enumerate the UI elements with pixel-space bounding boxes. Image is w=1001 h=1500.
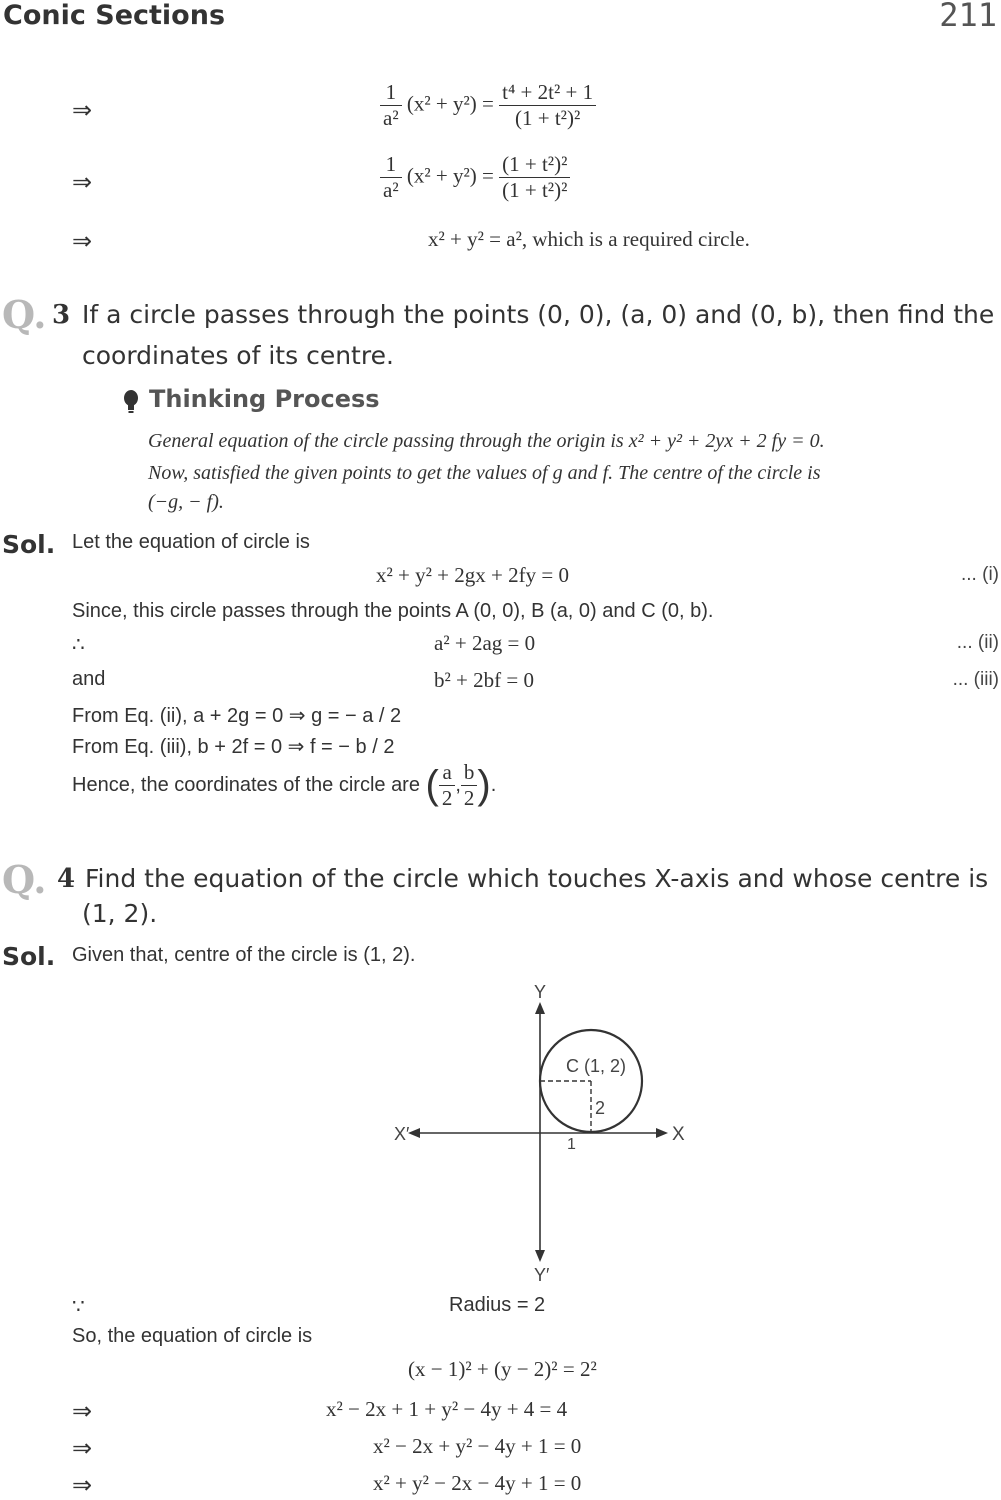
solution-equation: x² + y² − 2x − 4y + 1 = 0 — [373, 1471, 582, 1495]
equation-3: x² + y² = a², which is a required circle. — [428, 227, 750, 251]
circle-figure — [380, 978, 700, 1288]
solution-equation: b² + 2bf = 0 — [434, 668, 534, 692]
y-prime-label: Y′ — [534, 1265, 550, 1285]
solution-text: Hence, the coordinates of the circle are — [72, 773, 420, 796]
x-arrow-right — [656, 1128, 668, 1138]
radius-label: 2 — [595, 1098, 606, 1118]
y-arrow-up — [535, 1002, 545, 1014]
centre-b-den: 2 — [461, 785, 478, 811]
solution-equation: a² + 2ag = 0 — [434, 631, 536, 655]
solution-equation: x² + y² + 2gx + 2fy = 0 — [376, 563, 569, 587]
implies-arrow: ⇒ — [72, 97, 93, 124]
question-label: Q. — [2, 857, 47, 902]
equation-number: ... (i) — [961, 564, 999, 585]
question-text-line1: If a circle passes through the points (0, 0), (a, 0) and (0, b), then find the — [82, 300, 995, 329]
solution-text: Let the equation of circle is — [72, 531, 310, 553]
solution-text-centre — [72, 760, 496, 811]
equation-2 — [380, 152, 570, 203]
because-symbol: ∵ — [72, 1296, 85, 1318]
solution-label: Sol. — [2, 942, 56, 971]
solution-text: From Eq. (ii), a + 2g = 0 ⇒ g = − a / 2 — [72, 705, 402, 727]
eq2-lhs-num: 1 — [385, 152, 397, 176]
solution-text: and — [72, 668, 106, 690]
therefore-symbol: ∴ — [72, 634, 85, 656]
x-arrow-left — [408, 1128, 420, 1138]
equation-number: ... (ii) — [956, 632, 999, 653]
question-text-line2: (1, 2). — [82, 899, 158, 928]
solution-label: Sol. — [2, 530, 56, 559]
solution-text: From Eq. (iii), b + 2f = 0 ⇒ f = − b / 2 — [72, 736, 395, 758]
implies-arrow: ⇒ — [72, 1472, 93, 1499]
period: . — [490, 773, 497, 796]
eq2-lhs-den: a² — [380, 177, 402, 203]
eq2-lhs-rest: (x² + y²) = — [406, 163, 494, 188]
implies-arrow: ⇒ — [72, 1398, 93, 1425]
implies-arrow: ⇒ — [72, 228, 93, 255]
left-paren: ( — [425, 763, 439, 807]
implies-arrow: ⇒ — [72, 1435, 93, 1462]
centre-label: C (1, 2) — [566, 1056, 627, 1076]
question-text-line2: coordinates of its centre. — [82, 341, 394, 370]
question-label: Q. — [2, 292, 47, 337]
x-prime-label: X′ — [394, 1124, 410, 1144]
centre-a-den: 2 — [439, 785, 456, 811]
centre-b: b — [463, 760, 475, 784]
question-text-line1: Find the equation of the circle which touches X-axis and whose centre is — [85, 864, 989, 893]
eq1-rhs-num: t⁴ + 2t² + 1 — [502, 80, 594, 104]
right-paren: ) — [477, 763, 491, 807]
eq1-lhs-rest: (x² + y²) = — [406, 91, 494, 116]
eq1-lhs-den: a² — [380, 105, 402, 131]
thinking-process-line2: Now, satisfied the given points to get the values of g and f. The centre of the circle is — [148, 462, 821, 484]
equation-number: ... (iii) — [952, 669, 999, 690]
eq2-rhs-den: (1 + t²)² — [499, 177, 570, 203]
x-label: X — [672, 1124, 685, 1145]
solution-text: So, the equation of circle is — [72, 1325, 313, 1347]
y-label: Y — [534, 982, 547, 1002]
thinking-process-line1: General equation of the circle passing through the origin is x² + y² + 2yx + 2 fy = 0. — [148, 430, 825, 452]
solution-equation: (x − 1)² + (y − 2)² = 2² — [408, 1357, 597, 1381]
y-arrow-down — [535, 1250, 545, 1262]
eq1-lhs-num: 1 — [385, 80, 397, 104]
equation-1 — [380, 80, 596, 131]
thinking-process-title: Thinking Process — [149, 385, 380, 413]
solution-text: Since, this circle passes through the points A (0, 0), B (a, 0) and C (0, b). — [72, 600, 714, 622]
solution-equation: x² − 2x + y² − 4y + 1 = 0 — [373, 1434, 582, 1458]
centre-a: a — [442, 760, 452, 784]
x-tick-label: 1 — [567, 1136, 576, 1153]
solution-equation: x² − 2x + 1 + y² − 4y + 4 = 4 — [326, 1397, 568, 1421]
thinking-process-line3: (−g, − f). — [148, 491, 224, 513]
page-number: 211 — [939, 0, 997, 34]
eq2-rhs-num: (1 + t²)² — [502, 152, 568, 176]
solution-text: Given that, centre of the circle is (1, 2). — [72, 944, 416, 966]
question-number: 4 — [57, 864, 76, 894]
eq1-rhs-den: (1 + t²)² — [499, 105, 596, 131]
implies-arrow: ⇒ — [72, 169, 93, 196]
question-number: 3 — [52, 300, 71, 330]
radius-text: Radius = 2 — [449, 1294, 546, 1316]
lightbulb-icon — [122, 388, 140, 419]
chapter-title: Conic Sections — [3, 0, 226, 31]
comma: , — [455, 773, 461, 796]
